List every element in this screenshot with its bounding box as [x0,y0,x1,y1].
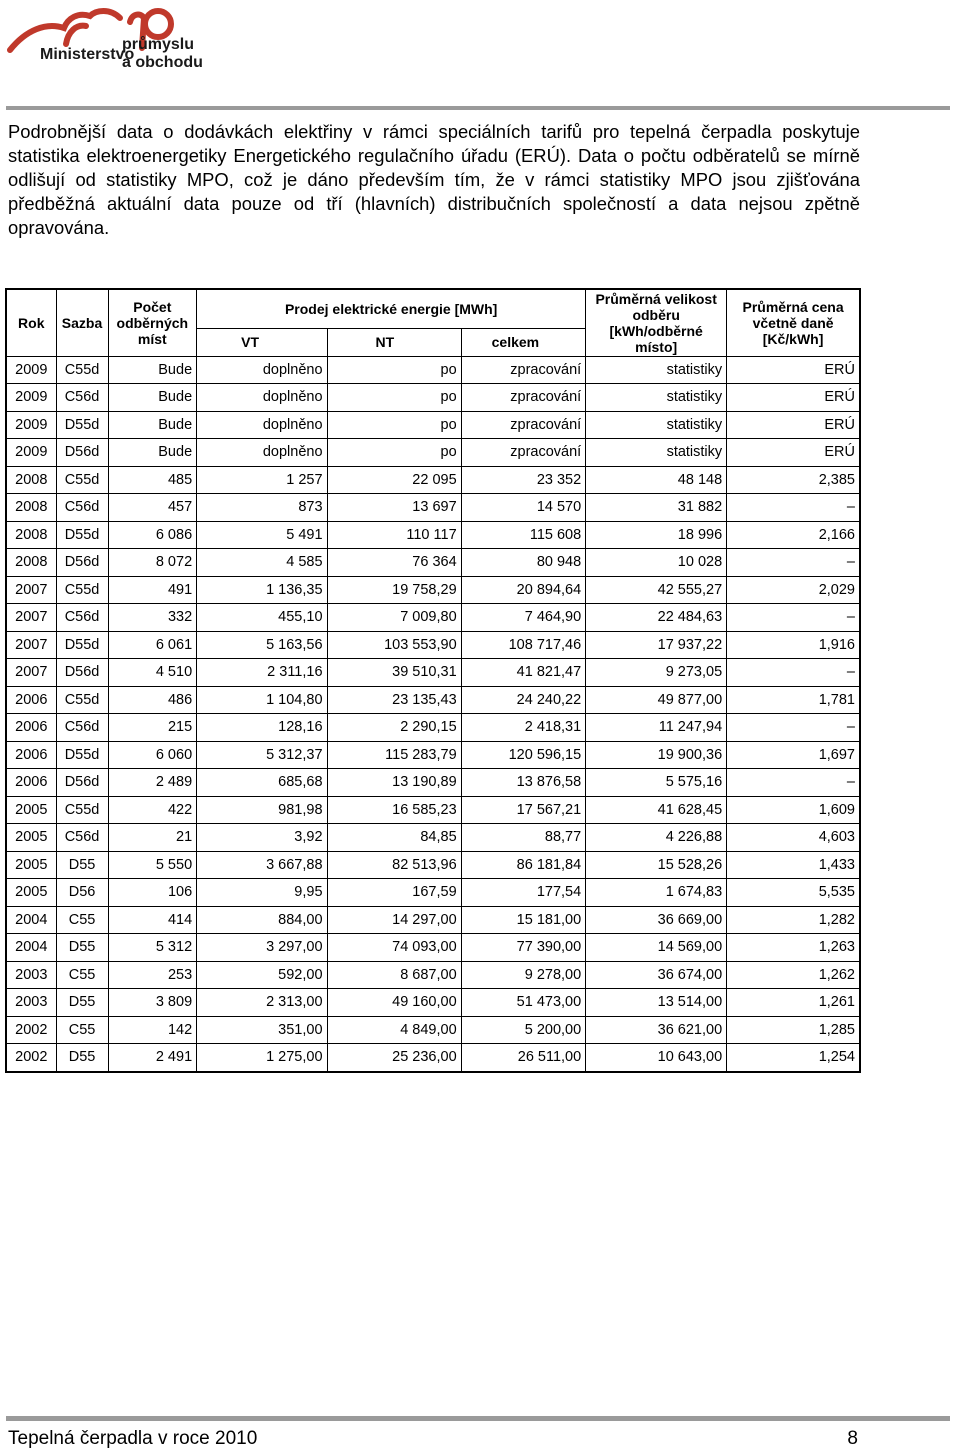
cell-pocet: 2 491 [108,1044,197,1072]
table-row [6,604,860,632]
cell-vt: 455,10 [197,604,327,632]
cell-pocet: 106 [108,879,197,907]
cell-vt: 2 313,00 [197,989,327,1017]
cell-nt: po [327,384,461,412]
cell-celkem: zpracování [461,411,586,439]
cell-cena: – [727,604,860,632]
cell-cena: ERÚ [727,384,860,412]
table-row [6,439,860,467]
table-row [6,494,860,522]
cell-sazba: C55d [56,356,108,384]
cell-vt: doplněno [197,439,327,467]
cell-cena: – [727,549,860,577]
table-row [6,521,860,549]
cell-nt: 84,85 [327,824,461,852]
cell-cena: – [727,714,860,742]
cell-vt: 5 163,56 [197,631,327,659]
cell-pocet: 486 [108,686,197,714]
cell-nt: 103 553,90 [327,631,461,659]
cell-nt: 16 585,23 [327,796,461,824]
cell-rok: 2003 [6,961,56,989]
cell-pocet: Bude [108,356,197,384]
cell-cena: – [727,769,860,797]
cell-velikost: 9 273,05 [586,659,727,687]
table-row [6,576,860,604]
cell-pocet: Bude [108,439,197,467]
cell-pocet: 142 [108,1016,197,1044]
cell-vt: 592,00 [197,961,327,989]
col-header-rok: Rok [6,289,56,356]
cell-vt: doplněno [197,384,327,412]
cell-celkem: 41 821,47 [461,659,586,687]
cell-nt: 19 758,29 [327,576,461,604]
cell-cena: 4,603 [727,824,860,852]
cell-celkem: 5 200,00 [461,1016,586,1044]
table-row [6,961,860,989]
cell-pocet: 332 [108,604,197,632]
cell-sazba: D56d [56,549,108,577]
cell-celkem: 14 570 [461,494,586,522]
cell-rok: 2004 [6,906,56,934]
cell-pocet: 253 [108,961,197,989]
cell-cena: 1,609 [727,796,860,824]
cell-pocet: 4 510 [108,659,197,687]
cell-nt: 7 009,80 [327,604,461,632]
cell-velikost: 42 555,27 [586,576,727,604]
table-row [6,549,860,577]
logo-line-2: průmyslu [122,36,195,53]
cell-pocet: 422 [108,796,197,824]
cell-vt: 9,95 [197,879,327,907]
cell-pocet: Bude [108,411,197,439]
table-row [6,906,860,934]
page-number: 8 [847,1428,858,1449]
cell-nt: 115 283,79 [327,741,461,769]
cell-cena: 2,166 [727,521,860,549]
cell-velikost: 18 996 [586,521,727,549]
cell-pocet: 5 550 [108,851,197,879]
cell-rok: 2008 [6,494,56,522]
cell-sazba: C56d [56,384,108,412]
cell-nt: 22 095 [327,466,461,494]
ministry-logo [6,4,206,84]
table-row [6,356,860,384]
cell-celkem: 15 181,00 [461,906,586,934]
cell-vt: 5 491 [197,521,327,549]
cell-sazba: C55d [56,796,108,824]
cell-cena: 1,261 [727,989,860,1017]
cell-rok: 2007 [6,576,56,604]
table-row [6,824,860,852]
cell-celkem: 77 390,00 [461,934,586,962]
cell-nt: 39 510,31 [327,659,461,687]
cell-velikost: 49 877,00 [586,686,727,714]
cell-rok: 2005 [6,879,56,907]
cell-vt: doplněno [197,411,327,439]
cell-celkem: 20 894,64 [461,576,586,604]
cell-sazba: D55 [56,989,108,1017]
cell-vt: 1 275,00 [197,1044,327,1072]
cell-rok: 2008 [6,549,56,577]
cell-velikost: 1 674,83 [586,879,727,907]
cell-velikost: 10 028 [586,549,727,577]
cell-rok: 2006 [6,741,56,769]
cell-velikost: 17 937,22 [586,631,727,659]
cell-pocet: 8 072 [108,549,197,577]
cell-sazba: D55d [56,741,108,769]
cell-rok: 2004 [6,934,56,962]
cell-cena: 1,916 [727,631,860,659]
cell-velikost: 19 900,36 [586,741,727,769]
cell-celkem: 13 876,58 [461,769,586,797]
cell-vt: 351,00 [197,1016,327,1044]
col-header-pocet: Počet odběrných míst [108,289,197,356]
col-header-celkem: celkem [461,329,586,357]
table-row [6,714,860,742]
logo-line-1: Ministerstvo [40,46,135,63]
footer-divider [6,1416,950,1421]
cell-cena: 1,285 [727,1016,860,1044]
cell-pocet: 6 086 [108,521,197,549]
cell-vt: 4 585 [197,549,327,577]
cell-vt: 2 311,16 [197,659,327,687]
table-row [6,631,860,659]
cell-sazba: D55d [56,631,108,659]
table-row [6,686,860,714]
cell-rok: 2007 [6,631,56,659]
cell-cena: 1,697 [727,741,860,769]
cell-velikost: 36 669,00 [586,906,727,934]
cell-sazba: C56d [56,604,108,632]
cell-nt: po [327,411,461,439]
cell-velikost: statistiky [586,384,727,412]
cell-vt: 1 104,80 [197,686,327,714]
cell-sazba: C56d [56,494,108,522]
cell-velikost: statistiky [586,439,727,467]
cell-rok: 2007 [6,604,56,632]
cell-nt: 82 513,96 [327,851,461,879]
cell-nt: 13 697 [327,494,461,522]
cell-pocet: 215 [108,714,197,742]
cell-nt: 14 297,00 [327,906,461,934]
cell-sazba: D56d [56,439,108,467]
cell-rok: 2006 [6,686,56,714]
cell-pocet: 5 312 [108,934,197,962]
cell-celkem: 88,77 [461,824,586,852]
cell-celkem: 80 948 [461,549,586,577]
cell-vt: 5 312,37 [197,741,327,769]
cell-cena: 5,535 [727,879,860,907]
cell-sazba: C55d [56,686,108,714]
cell-pocet: 6 061 [108,631,197,659]
cell-celkem: 108 717,46 [461,631,586,659]
cell-velikost: 10 643,00 [586,1044,727,1072]
cell-cena: ERÚ [727,356,860,384]
table-row [6,1016,860,1044]
cell-celkem: 9 278,00 [461,961,586,989]
cell-nt: 4 849,00 [327,1016,461,1044]
cell-vt: 128,16 [197,714,327,742]
cell-cena: 2,385 [727,466,860,494]
cell-sazba: D56d [56,769,108,797]
col-header-vt: VT [197,329,327,357]
cell-cena: 1,433 [727,851,860,879]
cell-pocet: 414 [108,906,197,934]
cell-vt: 685,68 [197,769,327,797]
cell-celkem: 24 240,22 [461,686,586,714]
cell-sazba: D55 [56,851,108,879]
footer-title: Tepelná čerpadla v roce 2010 [8,1428,258,1449]
cell-sazba: D55d [56,521,108,549]
cell-pocet: 457 [108,494,197,522]
cell-velikost: 31 882 [586,494,727,522]
cell-pocet: 2 489 [108,769,197,797]
cell-sazba: C55d [56,466,108,494]
cell-cena: 1,254 [727,1044,860,1072]
table-row [6,989,860,1017]
table-row [6,384,860,412]
cell-vt: 1 257 [197,466,327,494]
col-header-prodej: Prodej elektrické energie [MWh] [197,289,586,329]
cell-celkem: 86 181,84 [461,851,586,879]
cell-nt: po [327,356,461,384]
cell-nt: 167,59 [327,879,461,907]
cell-rok: 2009 [6,439,56,467]
cell-vt: 884,00 [197,906,327,934]
cell-celkem: 23 352 [461,466,586,494]
table-row [6,1044,860,1072]
cell-nt: po [327,439,461,467]
header-divider [6,106,950,110]
cell-sazba: D56d [56,659,108,687]
table-row [6,851,860,879]
cell-rok: 2002 [6,1016,56,1044]
table-row [6,741,860,769]
col-header-cena: Průměrná cena včetně daně [Kč/kWh] [727,289,860,356]
cell-velikost: statistiky [586,356,727,384]
cell-cena: 2,029 [727,576,860,604]
cell-velikost: 14 569,00 [586,934,727,962]
cell-celkem: 7 464,90 [461,604,586,632]
cell-celkem: zpracování [461,439,586,467]
cell-cena: 1,263 [727,934,860,962]
cell-rok: 2009 [6,356,56,384]
cell-sazba: C56d [56,824,108,852]
cell-nt: 76 364 [327,549,461,577]
cell-pocet: 21 [108,824,197,852]
cell-rok: 2008 [6,466,56,494]
intro-paragraph: Podrobnější data o dodávkách elektřiny v rámci speciálních tarifů pro tepelná čerpadla poskytuje statistika elektroenergetiky Energetického regulačního úřadu (ERÚ). Data o počtu odběratelů se mírně odlišují od statistiky MPO, což je dáno především tím, že v rámci statistiky MPO jsou zjišťována předběžná aktuální data pouze od tří (hlavních) distribučních společností a data nejsou zpětně opravována. [8,121,860,238]
cell-velikost: 36 621,00 [586,1016,727,1044]
cell-cena: 1,262 [727,961,860,989]
cell-celkem: 26 511,00 [461,1044,586,1072]
cell-rok: 2005 [6,851,56,879]
table-row [6,934,860,962]
table-row [6,879,860,907]
cell-celkem: zpracování [461,356,586,384]
cell-cena: 1,781 [727,686,860,714]
cell-rok: 2005 [6,796,56,824]
cell-rok: 2003 [6,989,56,1017]
cell-nt: 110 117 [327,521,461,549]
table-row [6,769,860,797]
cell-velikost: 41 628,45 [586,796,727,824]
cell-nt: 13 190,89 [327,769,461,797]
cell-cena: ERÚ [727,411,860,439]
cell-rok: 2007 [6,659,56,687]
cell-vt: 873 [197,494,327,522]
table-row [6,466,860,494]
cell-celkem: zpracování [461,384,586,412]
table-row [6,796,860,824]
cell-celkem: 17 567,21 [461,796,586,824]
cell-vt: 981,98 [197,796,327,824]
cell-celkem: 51 473,00 [461,989,586,1017]
cell-nt: 25 236,00 [327,1044,461,1072]
cell-sazba: C55 [56,906,108,934]
col-header-velikost: Průměrná velikost odběru [kWh/odběrné místo] [586,289,727,356]
cell-rok: 2009 [6,384,56,412]
cell-nt: 2 290,15 [327,714,461,742]
cell-pocet: Bude [108,384,197,412]
cell-celkem: 177,54 [461,879,586,907]
cell-velikost: statistiky [586,411,727,439]
cell-rok: 2005 [6,824,56,852]
cell-velikost: 13 514,00 [586,989,727,1017]
cell-sazba: C56d [56,714,108,742]
cell-cena: ERÚ [727,439,860,467]
cell-velikost: 22 484,63 [586,604,727,632]
cell-rok: 2006 [6,769,56,797]
cell-vt: 3 667,88 [197,851,327,879]
cell-velikost: 48 148 [586,466,727,494]
cell-sazba: D55 [56,934,108,962]
cell-cena: – [727,494,860,522]
cell-nt: 49 160,00 [327,989,461,1017]
cell-celkem: 120 596,15 [461,741,586,769]
cell-rok: 2009 [6,411,56,439]
cell-pocet: 485 [108,466,197,494]
cell-pocet: 6 060 [108,741,197,769]
cell-cena: – [727,659,860,687]
cell-velikost: 4 226,88 [586,824,727,852]
cell-velikost: 5 575,16 [586,769,727,797]
cell-rok: 2002 [6,1044,56,1072]
col-header-nt: NT [327,329,461,357]
heat-pump-tariff-table [5,288,861,1073]
cell-celkem: 2 418,31 [461,714,586,742]
cell-velikost: 36 674,00 [586,961,727,989]
col-header-sazba: Sazba [56,289,108,356]
cell-sazba: D55 [56,1044,108,1072]
cell-nt: 74 093,00 [327,934,461,962]
cell-sazba: D56 [56,879,108,907]
cell-sazba: C55d [56,576,108,604]
cell-sazba: C55 [56,961,108,989]
cell-velikost: 11 247,94 [586,714,727,742]
cell-vt: 3,92 [197,824,327,852]
cell-sazba: C55 [56,1016,108,1044]
logo-line-3: a obchodu [122,54,203,71]
cell-vt: 1 136,35 [197,576,327,604]
cell-rok: 2006 [6,714,56,742]
cell-celkem: 115 608 [461,521,586,549]
cell-rok: 2008 [6,521,56,549]
cell-velikost: 15 528,26 [586,851,727,879]
cell-nt: 8 687,00 [327,961,461,989]
cell-nt: 23 135,43 [327,686,461,714]
cell-sazba: D55d [56,411,108,439]
cell-pocet: 491 [108,576,197,604]
table-row [6,659,860,687]
cell-pocet: 3 809 [108,989,197,1017]
cell-vt: 3 297,00 [197,934,327,962]
cell-vt: doplněno [197,356,327,384]
table-row [6,411,860,439]
cell-cena: 1,282 [727,906,860,934]
